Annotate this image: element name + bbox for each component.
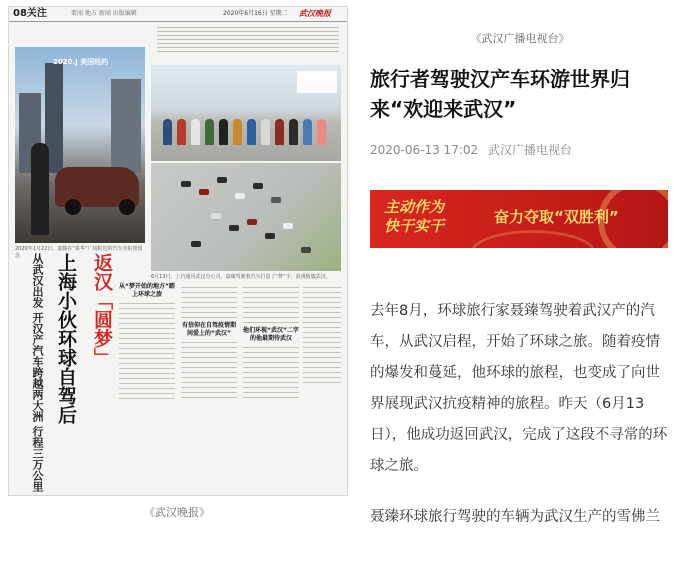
article-headline: 旅行者驾驶汉产车环游世界归来“欢迎来武汉” xyxy=(370,67,630,121)
headline-red: 返汉「圆梦」 xyxy=(91,253,113,367)
newspaper-source-caption: 《武汉晚报》 xyxy=(144,506,210,519)
issue-date: 2020年6月16日 星期二 xyxy=(223,10,288,17)
banner-line-1: 主动作为 xyxy=(384,198,445,216)
headline-black: 上海小伙环球自驾后 xyxy=(55,253,77,424)
article-paragraph: 聂臻环球旅行驾驶的车辆为武汉生产的雪佛兰 xyxy=(370,509,660,525)
article-source: 《武汉广播电视台》 xyxy=(470,32,570,45)
text-column-1 xyxy=(119,283,175,488)
banner-decoration xyxy=(470,230,596,248)
text-column-2 xyxy=(181,283,237,488)
subheadline: 从武汉出发 开汉产汽车跨越两大洲 行程三万公里 xyxy=(31,253,44,492)
masthead: 武汉晚报 xyxy=(299,9,331,18)
article-datetime: 2020-06-13 17:02 xyxy=(370,143,479,157)
text-column-4 xyxy=(303,283,341,488)
article-meta xyxy=(370,141,670,158)
column-subhead: 有信仰在自驾疫情期间爱上的“武汉” xyxy=(181,322,236,337)
photo-caption-2020: 2020.J 美国纽约 xyxy=(53,58,109,66)
photo-aerial-cars xyxy=(151,163,341,271)
column-subhead: 从“梦开始的地方”踏上环球之旅 xyxy=(119,283,175,298)
banner-slogan-right: 奋力夺取“双胜利” xyxy=(494,208,619,226)
photo-group xyxy=(151,65,341,161)
banner-slogan-left xyxy=(384,198,444,236)
text-column-3 xyxy=(243,283,299,488)
article-paragraph: 去年8月，环球旅行家聂臻驾驶着武汉产的汽车，从武汉启程，开始了环球之旅。随着疫情的爆发和蔓延，他环球的旅程，也变成了向世界展现武汉抗疫精神的旅程。昨天（6月13日），他成功返回武汉，完成了这段不寻常的环球之旅。 xyxy=(370,303,668,474)
column-subhead: 他们环视“武汉”二字的他最期待武汉 xyxy=(243,327,299,342)
campaign-banner xyxy=(370,190,668,248)
photo-car-selfie xyxy=(15,47,145,243)
intro-text-block xyxy=(157,24,339,62)
caption-aerial: 6月13日，上汽通用武汉分公司，嘉臻驾驶着汽车打造了“梦”字，浪漫致敬武汉。 xyxy=(151,274,331,280)
page-label: 08关注 xyxy=(13,8,47,19)
newspaper-page xyxy=(8,6,348,496)
person-shape xyxy=(31,143,49,235)
section-info: 要闻 地方 新闻 出版编辑 xyxy=(71,10,137,17)
article-publisher[interactable]: 武汉广播电视台 xyxy=(487,143,572,157)
banner-line-2: 快干实干 xyxy=(384,217,445,235)
article-body xyxy=(370,296,670,553)
newspaper-header xyxy=(9,7,347,22)
photo-tag xyxy=(297,71,337,93)
caption-car: 2020年1月22日，嘉臻在“泰华”广场附近的汽车旁拍照留念 xyxy=(15,246,143,259)
